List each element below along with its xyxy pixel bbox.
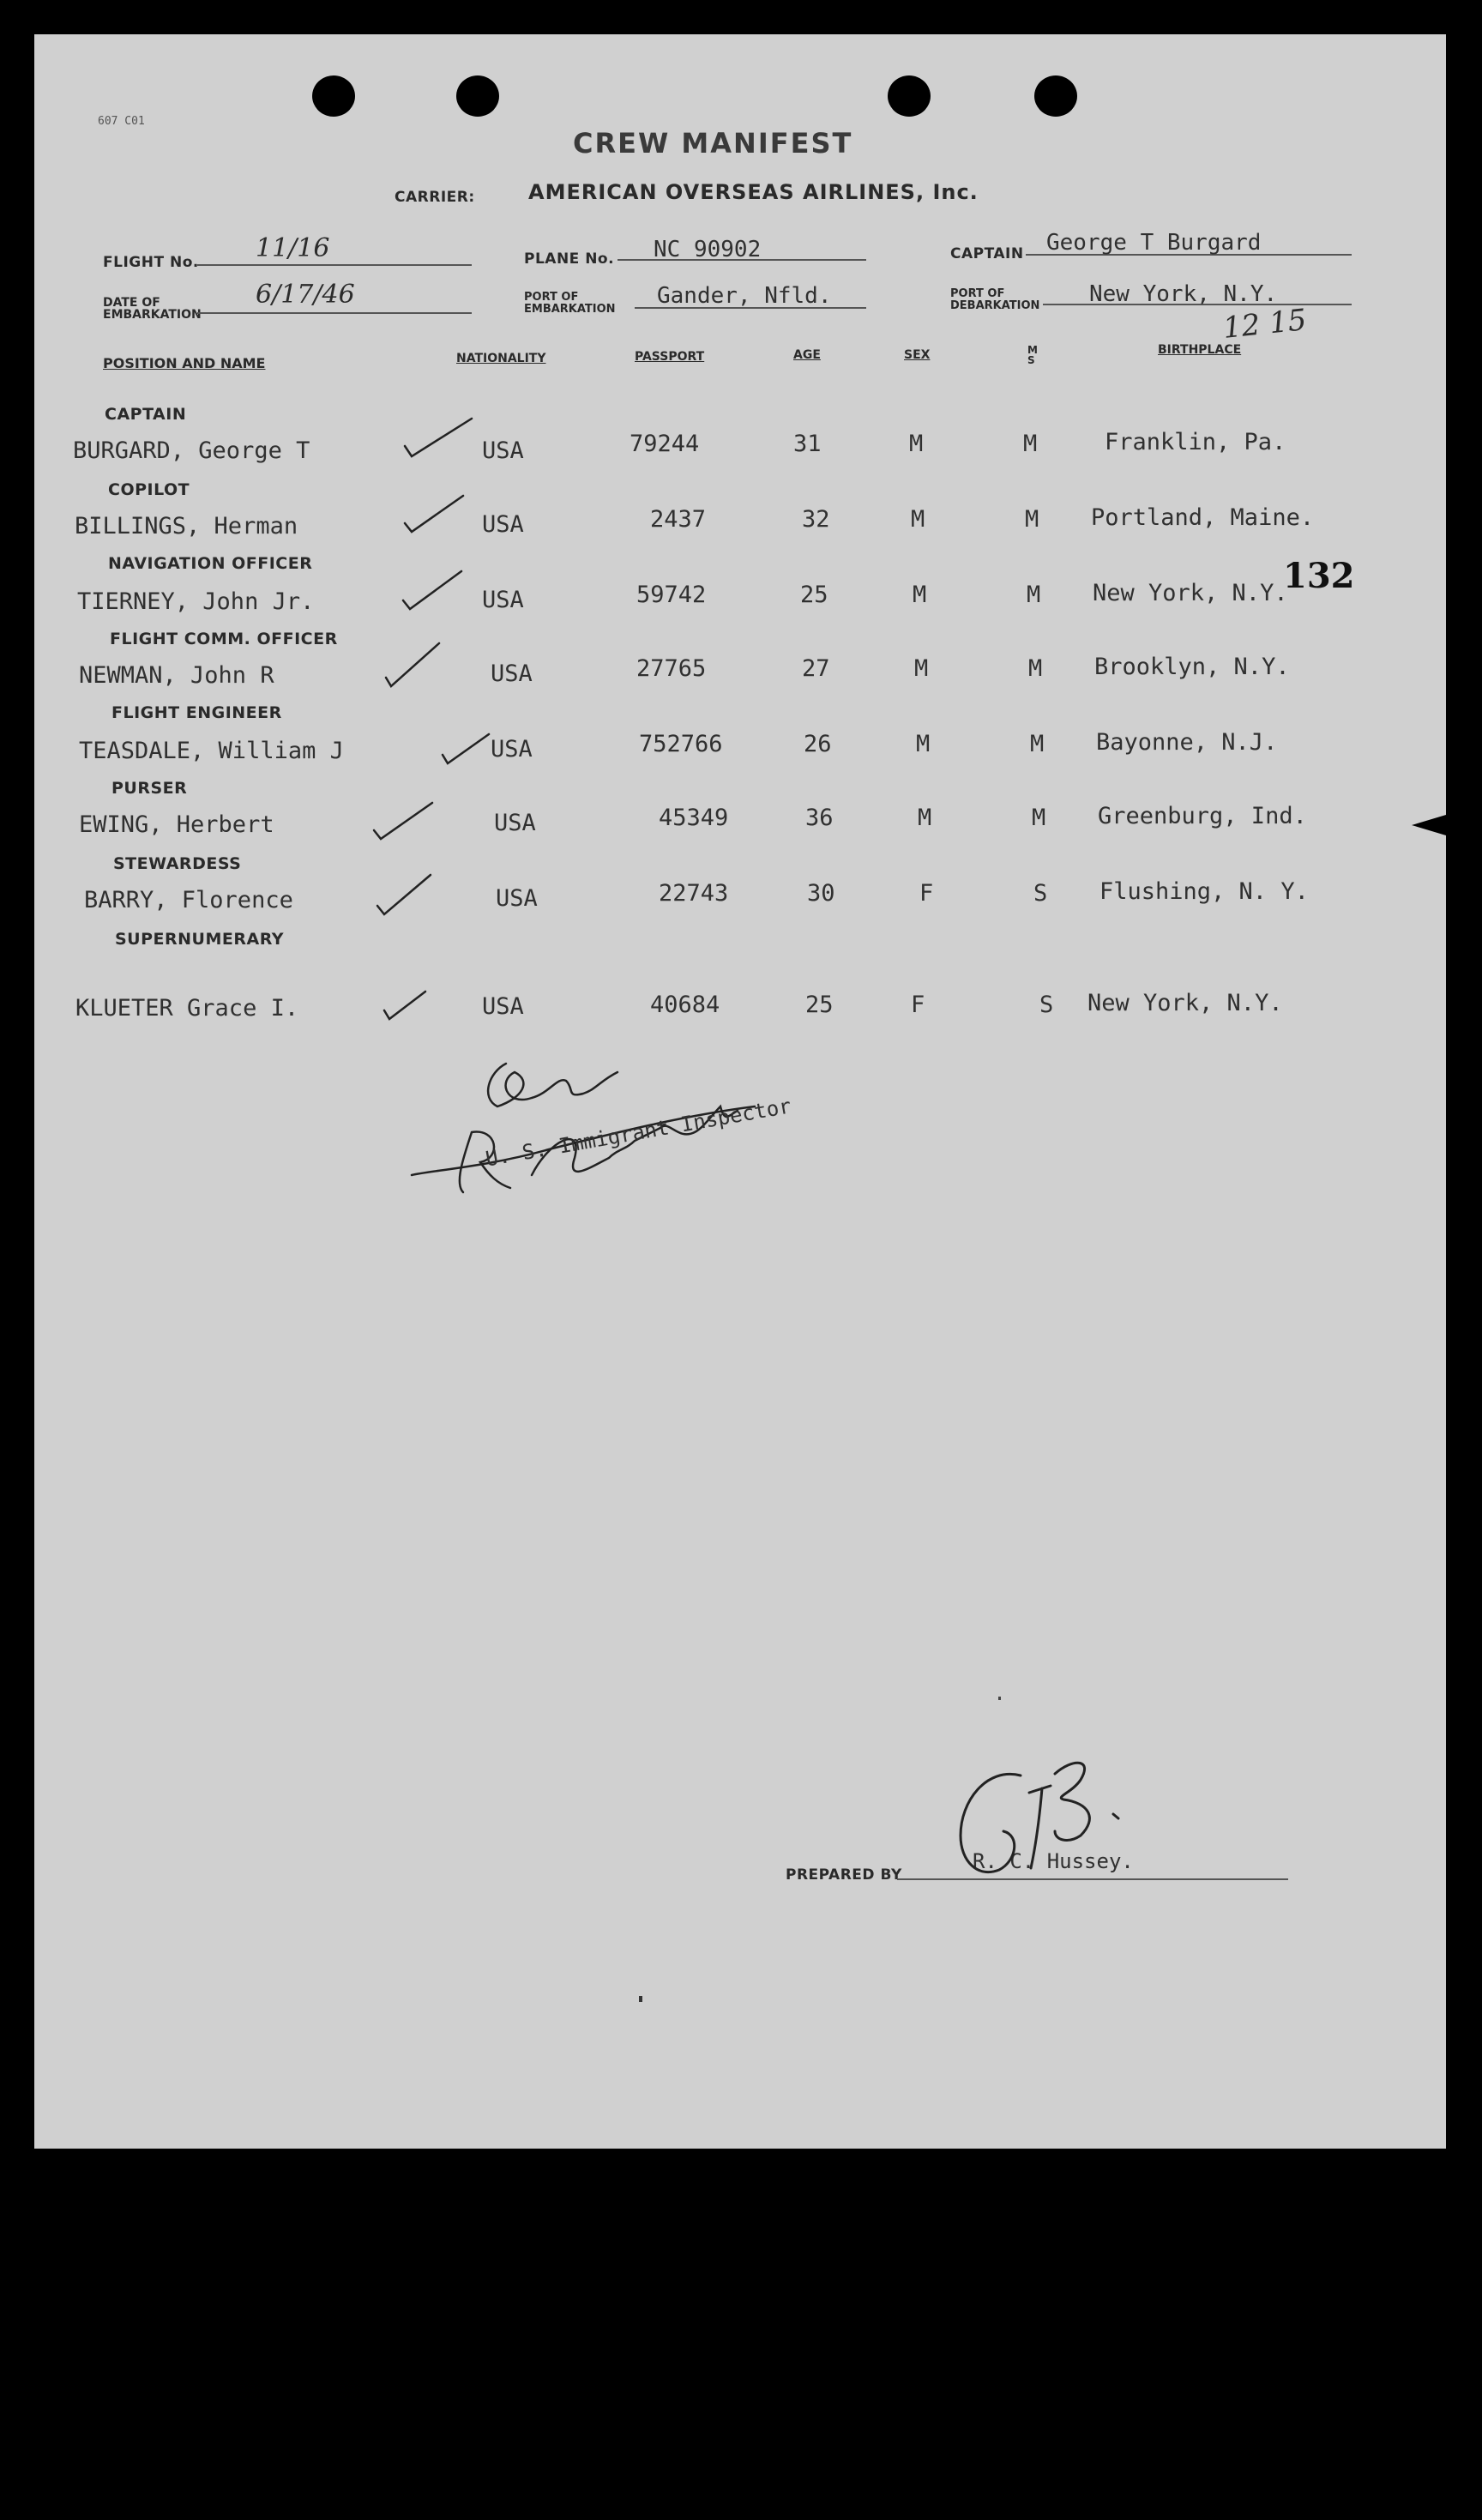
crew-age: 30 (807, 880, 835, 907)
crew-passport: 45349 (659, 805, 729, 831)
prepared-by-label: PREPARED BY (786, 1866, 902, 1884)
crew-birthplace: Portland, Maine. (1091, 504, 1315, 531)
col-marital-status: M S (1027, 344, 1038, 366)
crew-role: SUPERNUMERARY (115, 930, 285, 949)
crew-nationality: USA (491, 736, 533, 763)
crew-birthplace: Brooklyn, N.Y. (1094, 654, 1290, 680)
form-code: 607 C01 (98, 115, 145, 128)
crew-passport: 59742 (636, 582, 707, 608)
crew-passport: 2437 (650, 506, 707, 533)
time-note: 12 15 (1221, 303, 1309, 346)
crew-nationality: USA (482, 587, 524, 613)
punch-hole (1034, 75, 1077, 117)
crew-nationality: USA (491, 660, 533, 687)
crew-nationality: USA (482, 993, 524, 1020)
crew-age: 25 (800, 582, 828, 608)
crew-role: COPILOT (108, 480, 190, 499)
crew-sex: M (911, 506, 925, 533)
plane-no-value: NC 90902 (654, 237, 762, 262)
inspector-title: U. S. Immigrant Inspector (484, 1094, 793, 1172)
embarkation-date: 6/17/46 (256, 280, 355, 310)
crew-role: NAVIGATION OFFICER (108, 554, 313, 573)
crew-sex: M (918, 805, 932, 831)
crew-passport: 752766 (639, 731, 723, 757)
crew-age: 26 (804, 731, 832, 757)
crew-age: 31 (793, 431, 822, 457)
crew-role: PURSER (111, 779, 188, 798)
crew-passport: 40684 (650, 992, 720, 1018)
crew-passport: 79244 (630, 431, 700, 457)
captain-label: CAPTAIN (950, 245, 1024, 262)
port-debarkation-label: PORT OF DEBARKATION (950, 287, 1040, 312)
crew-marital-status: M (1023, 431, 1038, 457)
check-marks (360, 395, 532, 1046)
crew-birthplace: Greenburg, Ind. (1098, 803, 1307, 829)
flight-no-value: 11/16 (256, 233, 330, 263)
crew-name: BARRY, Florence (84, 887, 293, 913)
captain-value: George T Burgard (1046, 230, 1262, 256)
manifest-sheet (34, 34, 1446, 2149)
crew-sex: F (919, 880, 934, 907)
page-number: 132 (1283, 556, 1355, 596)
port-embarkation-label: PORT OF EMBARKATION (524, 291, 616, 316)
crew-passport: 27765 (636, 655, 707, 682)
col-position-name: POSITION AND NAME (103, 355, 266, 371)
crew-nationality: USA (496, 885, 538, 912)
crew-name: EWING, Herbert (79, 811, 274, 838)
crew-nationality: USA (494, 810, 536, 836)
punch-hole (312, 75, 355, 117)
crew-marital-status: M (1028, 655, 1043, 682)
col-age: AGE (793, 348, 821, 362)
crew-age: 36 (805, 805, 834, 831)
prepared-by-name: R. C. Hussey. (973, 1849, 1134, 1873)
flight-no-label: FLIGHT No. (103, 254, 199, 271)
crew-role: FLIGHT COMM. OFFICER (110, 630, 338, 648)
crew-role: STEWARDESS (113, 854, 242, 873)
col-passport: PASSPORT (635, 350, 705, 364)
speck (639, 1996, 642, 2002)
crew-marital-status: S (1033, 880, 1048, 907)
crew-sex: M (913, 582, 927, 608)
port-debarkation-value: New York, N.Y. (1089, 281, 1278, 307)
crew-name: TEASDALE, William J (79, 738, 344, 764)
crew-marital-status: M (1030, 731, 1045, 757)
crew-name: BURGARD, George T (73, 437, 310, 464)
speck (998, 1697, 1001, 1700)
punch-hole (456, 75, 499, 117)
crew-birthplace: New York, N.Y. (1087, 990, 1283, 1016)
crew-sex: M (914, 655, 929, 682)
col-nationality: NATIONALITY (456, 352, 546, 365)
crew-age: 32 (802, 506, 830, 533)
col-sex: SEX (904, 348, 931, 362)
crew-name: KLUETER Grace I. (75, 995, 299, 1022)
port-embarkation-value: Gander, Nfld. (657, 283, 832, 309)
punch-hole (888, 75, 931, 117)
crew-age: 25 (805, 992, 834, 1018)
date-label: DATE OF EMBARKATION (103, 296, 202, 322)
preparer-initials (926, 1733, 1184, 1896)
crew-marital-status: M (1032, 805, 1046, 831)
carrier-label: CARRIER: (395, 189, 475, 206)
crew-sex: M (909, 431, 924, 457)
crew-age: 27 (802, 655, 830, 682)
crew-sex: M (916, 731, 931, 757)
crew-birthplace: Flushing, N. Y. (1099, 878, 1309, 905)
crew-name: NEWMAN, John R (79, 662, 274, 689)
crew-nationality: USA (482, 437, 524, 464)
crew-marital-status: S (1039, 992, 1054, 1018)
crew-nationality: USA (482, 511, 524, 538)
crew-role: FLIGHT ENGINEER (111, 703, 282, 722)
plane-no-label: PLANE No. (524, 250, 615, 268)
col-birthplace: BIRTHPLACE (1158, 343, 1242, 357)
crew-birthplace: New York, N.Y. (1093, 580, 1288, 606)
crew-name: TIERNEY, John Jr. (77, 588, 315, 615)
crew-name: BILLINGS, Herman (75, 513, 298, 540)
crew-birthplace: Franklin, Pa. (1105, 429, 1286, 455)
page-title: CREW MANIFEST (573, 127, 853, 160)
crew-passport: 22743 (659, 880, 729, 907)
crew-marital-status: M (1025, 506, 1039, 533)
crew-marital-status: M (1027, 582, 1041, 608)
edge-notch (1412, 813, 1446, 839)
crew-role: CAPTAIN (105, 405, 187, 424)
crew-birthplace: Bayonne, N.J. (1096, 729, 1278, 756)
carrier-name: AMERICAN OVERSEAS AIRLINES, Inc. (528, 180, 979, 204)
crew-sex: F (911, 992, 925, 1018)
